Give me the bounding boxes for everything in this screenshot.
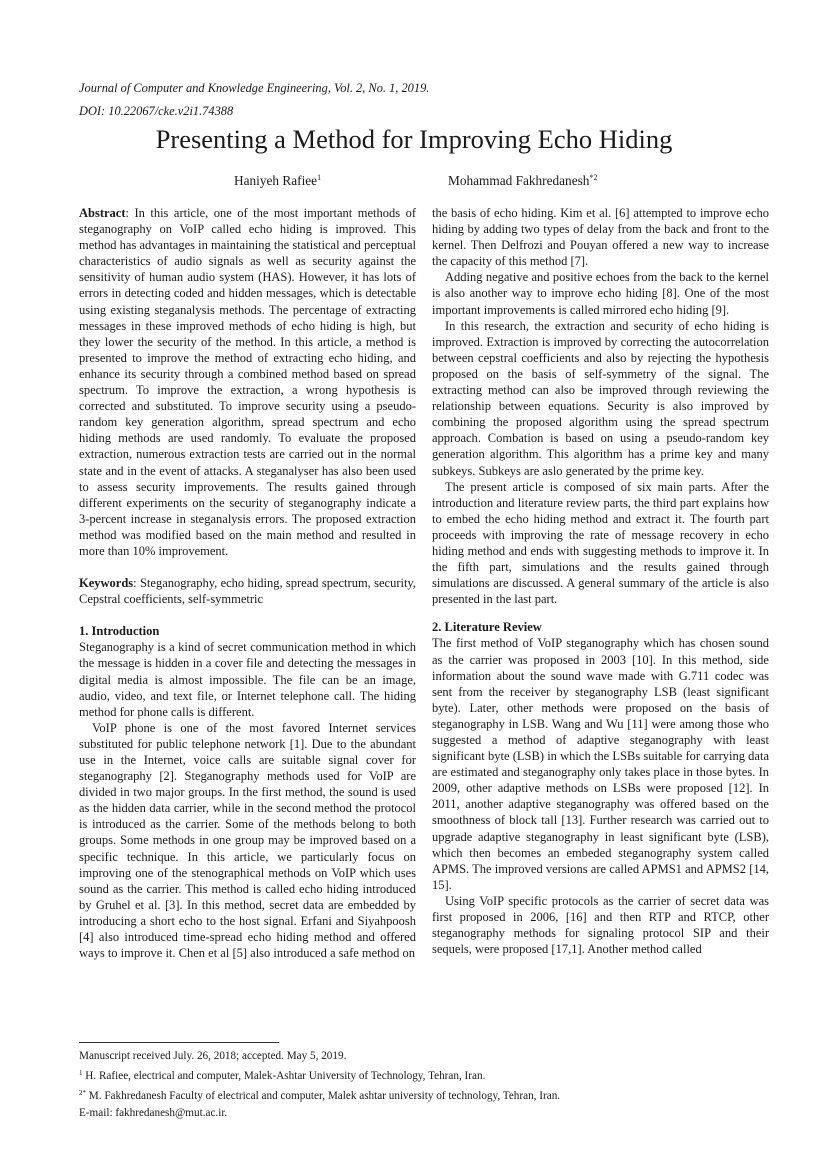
footnote-rule	[79, 1042, 279, 1043]
abstract	[79, 205, 416, 559]
right-paragraph-2: Adding negative and positive echoes from the back to the kernel is also another way to improve echo hiding [8]. One of the most important improvements is called mirrored echo hiding [9].	[432, 270, 769, 317]
journal-citation: Journal of Computer and Knowledge Engineering, Vol. 2, No. 1, 2019.	[79, 81, 430, 95]
left-column	[79, 205, 416, 961]
footnotes	[79, 1048, 560, 1122]
right-column	[432, 205, 769, 957]
doi: DOI: 10.22067/cke.v2i1.74388	[79, 104, 234, 118]
author-1-mark: 1	[317, 173, 322, 182]
section-2-paragraph-2: Using VoIP specific protocols as the carrier of secret data was first proposed in 2006, [16] and then RTP and RTCP, other steganography methods for signaling protocol SIP and their sequels, were proposed [17,1]. Another method called	[432, 893, 769, 957]
footnote-email: E-mail: fakhredanesh@mut.ac.ir.	[79, 1107, 228, 1119]
author-2-mark: *2	[589, 173, 598, 182]
abstract-label: Abstract	[79, 206, 126, 220]
section-1-heading: 1. Introduction	[79, 624, 160, 639]
author-1	[234, 173, 321, 189]
footnote-received: Manuscript received July. 26, 2018; accepted. May 5, 2019.	[79, 1050, 347, 1062]
paper-title: Presenting a Method for Improving Echo Hiding	[155, 124, 673, 154]
right-paragraph-1: the basis of echo hiding. Kim et al. [6] attempted to improve echo hiding by adding two types of delay from the back and front to the kernel. Then Delfrozi and Pouyan offered a new way to increase the capacity of this method [7].	[432, 206, 769, 269]
footnote-2-text: M. Fakhredanesh Faculty of electrical and computer, Malek ashtar university of technology, Tehran, Iran.	[86, 1090, 561, 1102]
footnote-2	[79, 1085, 560, 1105]
author-1-name: Haniyeh Rafiee	[234, 173, 318, 188]
footnote-2-mark: 2*	[79, 1089, 86, 1097]
footnote-1-mark: 1	[79, 1069, 83, 1077]
author-2	[448, 173, 597, 189]
footnote-1	[79, 1065, 560, 1085]
right-paragraph-4: The present article is composed of six main parts. After the introduction and literature review parts, the third part explains how to embed the echo hiding method and extract it. The fourth part proceeds with improving the rate of message recovery in echo hiding method and ends with suggesting methods to improve it. In the fifth part, simulations and the results gained through simulations are discussed. A general summary of the article is also presented in the last part.	[432, 479, 769, 607]
section-2-paragraph-1: The first method of VoIP steganography which has chosen sound as the carrier was proposed in 2003 [10]. In this method, side information about the sound wave made with G.711 codec was sent from the receiver by steganography LSB (least significant byte). Later, other methods were proposed on the basis of steganography in LSB. Wang and Wu [11] were among those who suggested a method of adaptive steganography with least significant byte (LSB) in which the LSBs suitable for carrying data are estimated and steganography only takes place in those bytes. In 2009, other adaptive methods on LSBs were proposed [12]. In 2011, another adaptive steganography was offered based on the smoothness of block tall [13]. Further research was carried out to upgrade adaptive steganography in least significant byte (LSB), which then becomes an embeded steganography system called APMS. The improved versions are called APMS1 and APMS2 [14, 15].	[432, 636, 769, 892]
abstract-text: : In this article, one of the most important methods of steganography on VoIP called echo hiding is improved. This method has advantages in maintaining the statistical and perceptual characteristics of audio signals as well as security against the sensitivity of human audio system (HAS). However, it has lots of errors in detecting coded and hidden messages, which is detectable using existing steganalysis methods. The percentage of extracting messages in these improved methods of echo hiding is high, but they lower the security of the method. In this article, a method is presented to improve the method of extracting echo hiding, and enhance its security through a combined method based on spread spectrum. To improve the extraction, a wrong hypothesis is corrected and substituted. To improve security using a pseudo-random key generation algorithm, spread spectrum and echo hiding methods are used randomly. To evaluate the proposed extraction, numerous extraction tests are carried out in the normal state and in the event of attacks. A steganalyser has also been used to assess security improvements. The results gained through different experiments on the security of steganography indicate a 3-percent increase in steganalysis errors. The proposed extraction method was modified based on the main method and resulted in more than 10% improvement.	[79, 206, 416, 558]
footnote-1-text: H. Rafiee, electrical and computer, Malek-Ashtar University of Technology, Tehran, Iran.	[82, 1070, 486, 1082]
section-1-paragraph-1: Steganography is a kind of secret communication method in which the message is hidden in a cover file and detecting the messages in digital media is almost impossible. The file can be an image, audio, video, and text file, or Internet telephone call. The hiding method for phone calls is different.	[79, 640, 416, 719]
keywords-text: : Steganography, echo hiding, spread spectrum, security, Cepstral coefficients, self-symmetric	[79, 576, 416, 607]
section-2-heading: 2. Literature Review	[432, 620, 542, 635]
keywords-label: Keywords	[79, 576, 134, 591]
keywords	[79, 575, 416, 607]
section-1-paragraph-2: VoIP phone is one of the most favored Internet services substituted for public telephone network [1]. Due to the abundant use in the Internet, voice calls are suitable signal cover for steganography [2]. Steganography methods used for VoIP are divided in two major groups. In the first method, the sound is used as the hidden data carrier, while in the second method the protocol is introduced as the carrier. Some of the methods belong to both groups. Some methods in one group may be improved based on a specific technique. In this article, we particularly focus on improving one of the stenographical methods on VoIP which uses sound as the carrier. This method is called echo hiding introduced by Gruhel et al. [3]. In this method, secret data are embedded by introducing a short echo to the host signal. Erfani and Siyahpoosh [4] also introduced time-spread echo hiding method and offered ways to improve it. Chen et al [5] also introduced a safe method on	[79, 720, 416, 961]
right-paragraph-3: In this research, the extraction and security of echo hiding is improved. Extraction is improved by correcting the autocorrelation between cepstral coefficients and also by rejecting the hypothesis proposed on the basis of self-symmetry of the signal. The extracting method can also be improved through reviewing the relationship between equations. Security is also improved by combining the proposed algorithm using the spread spectrum approach. Combation is based on using a pseudo-random key generation algorithm. This algorithm has a prime key and many subkeys. Subkeys are aslo generated by the prime key.	[432, 318, 769, 478]
author-2-name: Mohammad Fakhredanesh	[448, 173, 590, 188]
